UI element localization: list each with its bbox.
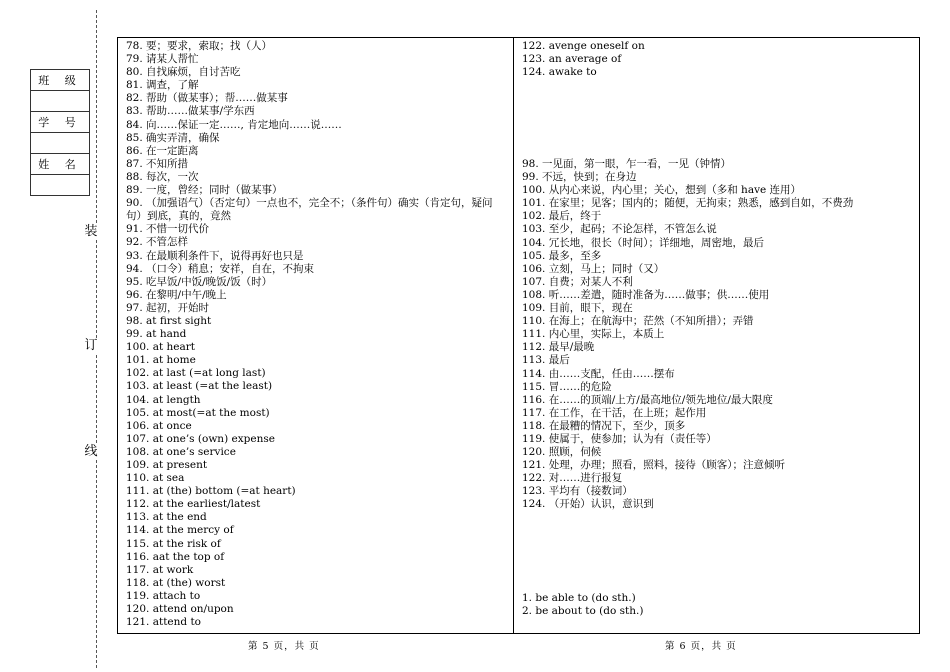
list-item: 78. 要；要求，索取；找（人） xyxy=(126,40,273,52)
list-item: 115. 冒……的危险 xyxy=(522,380,612,393)
binding-label-zhuang: 装 xyxy=(84,224,98,239)
right-meaning-list xyxy=(522,158,914,512)
list-item: 2. be about to (do sth.) xyxy=(522,605,644,618)
list-item: 111. 内心里，实际上，本质上 xyxy=(522,328,665,341)
list-item: 120. 照顾，伺候 xyxy=(522,446,602,459)
list-item: 109. at present xyxy=(126,459,208,471)
list-item: 101. 在家里；见客；国内的；随便，无拘束；熟悉，感到自如，不费劲 xyxy=(522,197,854,210)
list-item: 87. 不知所措 xyxy=(126,157,189,170)
list-item: 94. （口令）稍息；安祥，自在，不拘束 xyxy=(126,262,315,275)
list-item: 90. （加强语气）（否定句）一点也不，完全不；（条件句）确实（肯定句，疑问句）到底，真的，竟然 xyxy=(126,197,493,223)
list-item: 119. 使属于，使参加；认为有（责任等） xyxy=(522,432,717,445)
list-item: 106. 立刻，马上；同时（又） xyxy=(522,262,665,275)
list-item: 86. 在一定距离 xyxy=(126,144,199,157)
list-item: 79. 请某人帮忙 xyxy=(126,53,199,66)
list-item: 113. 最后 xyxy=(522,354,570,367)
footer-page-right: 第 6 页，共 页 xyxy=(665,641,737,652)
right-bottom-phrase-list xyxy=(522,592,914,618)
list-item: 110. 在海上；在航海中；茫然（不知所措）；弄错 xyxy=(522,315,754,328)
list-item: 124. （开始）认识，意识到 xyxy=(522,498,654,511)
list-item: 112. 最早/最晚 xyxy=(522,341,595,354)
list-item: 89. 一度，曾经；同时（做某事） xyxy=(126,184,283,197)
list-item: 116. aat the top of xyxy=(126,550,225,563)
list-item: 117. at work xyxy=(126,563,194,576)
list-item: 118. 在最糟的情况下，至少，顶多 xyxy=(522,419,686,432)
list-item: 105. 最多，至多 xyxy=(522,249,602,262)
list-item: 117. 在工作，在干活，在上班；起作用 xyxy=(522,406,707,419)
list-item: 105. at most(=at the most) xyxy=(126,406,270,419)
name-field-input[interactable] xyxy=(31,175,90,196)
list-item: 113. at the end xyxy=(126,511,207,524)
list-item: 107. at one’s (own) expense xyxy=(126,432,275,445)
left-phrase-list xyxy=(126,40,508,629)
list-item: 83. 帮助……做某事/学东西 xyxy=(126,105,255,118)
list-item: 82. 帮助（做某事）；帮……做某事 xyxy=(126,92,288,105)
list-item: 110. at sea xyxy=(126,472,185,485)
list-item: 106. at once xyxy=(126,419,192,432)
list-item: 98. at first sight xyxy=(126,314,212,327)
list-item: 88. 每次，一次 xyxy=(126,170,199,183)
list-item: 121. attend to xyxy=(126,616,201,629)
list-item: 116. 在……的顶端/上方/最高地位/领先地位/最大限度 xyxy=(522,393,773,406)
list-item: 99. at hand xyxy=(126,328,187,341)
list-item: 100. 从内心来说，内心里；关心，想到（多和 have 连用） xyxy=(522,184,802,197)
list-item: 102. at last (=at long last) xyxy=(126,367,266,380)
list-item: 115. at the risk of xyxy=(126,537,221,550)
class-field-label: 班 级 xyxy=(31,70,90,91)
list-item: 104. 冗长地，很长（时间）；详细地，周密地，最后 xyxy=(522,236,764,249)
list-item: 108. 听……差遣，随时准备为……做事；供……使用 xyxy=(522,288,770,301)
list-item: 92. 不管怎样 xyxy=(126,236,189,249)
list-item: 80. 自找麻烦，自讨苦吃 xyxy=(126,66,241,79)
list-item: 114. 由……支配，任由……摆布 xyxy=(522,367,675,380)
name-field-label: 姓 名 xyxy=(31,154,90,175)
list-item: 101. at home xyxy=(126,354,196,367)
list-item: 91. 不惜一切代价 xyxy=(126,223,210,236)
list-item: 112. at the earliest/latest xyxy=(126,498,261,511)
class-field-input[interactable] xyxy=(31,91,90,112)
list-item: 124. awake to xyxy=(522,66,597,79)
list-item: 114. at the mercy of xyxy=(126,524,234,537)
binding-label-ding: 订 xyxy=(84,338,98,353)
list-item: 121. 处理，办理；照看，照料，接待（顾客）；注意倾听 xyxy=(522,459,785,472)
column-divider xyxy=(513,37,514,634)
list-item: 93. 在最顺利条件下，说得再好也只是 xyxy=(126,249,304,262)
list-item: 84. 向……保证一定……, 肯定地向……说…… xyxy=(126,118,342,131)
list-item: 118. at (the) worst xyxy=(126,576,226,589)
list-item: 98. 一见面，第一眼，乍一看，一见（钟情） xyxy=(522,158,732,170)
list-item: 102. 最后，终于 xyxy=(522,210,602,223)
footer-page-left: 第 5 页，共 页 xyxy=(248,641,320,652)
list-item: 81. 调查，了解 xyxy=(126,79,199,92)
list-item: 96. 在黎明/中午/晚上 xyxy=(126,288,227,301)
list-item: 85. 确实弄清，确保 xyxy=(126,131,220,144)
list-item: 123. 平均有（接数词） xyxy=(522,485,633,498)
right-top-phrase-list xyxy=(522,40,914,79)
list-item: 95. 吃早饭/中饭/晚饭/饭（时） xyxy=(126,275,273,288)
list-item: 103. 至少，起码；不论怎样，不管怎么说 xyxy=(522,223,717,236)
list-item: 119. attach to xyxy=(126,589,201,602)
list-item: 107. 自费；对某人不利 xyxy=(522,275,633,288)
student-id-field-label: 学 号 xyxy=(31,112,90,133)
list-item: 123. an average of xyxy=(522,53,622,66)
list-item: 100. at heart xyxy=(126,341,196,354)
list-item: 103. at least (=at the least) xyxy=(126,380,273,393)
binding-label-xian: 线 xyxy=(84,444,98,459)
list-item: 99. 不远，快到；在身边 xyxy=(522,171,637,184)
list-item: 97. 起初，开始时 xyxy=(126,301,210,314)
list-item: 108. at one’s service xyxy=(126,445,236,458)
list-item: 122. avenge oneself on xyxy=(522,40,645,52)
student-info-table xyxy=(30,69,90,196)
list-item: 122. 对……进行报复 xyxy=(522,472,623,485)
list-item: 104. at length xyxy=(126,393,201,406)
student-id-field-input[interactable] xyxy=(31,133,90,154)
list-item: 109. 目前，眼下，现在 xyxy=(522,302,633,315)
list-item: 120. attend on/upon xyxy=(126,603,234,616)
list-item: 1. be able to (do sth.) xyxy=(522,592,636,604)
list-item: 111. at (the) bottom (=at heart) xyxy=(126,485,296,498)
